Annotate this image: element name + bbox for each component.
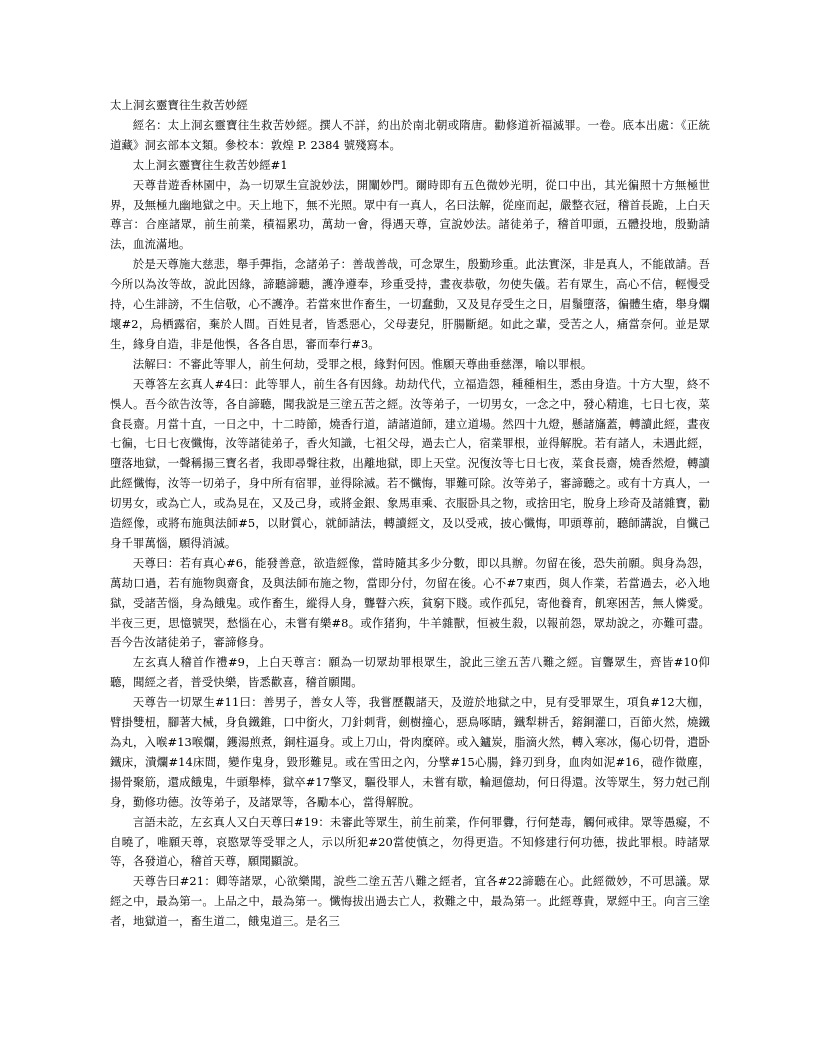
document-body <box>110 96 710 932</box>
body-paragraph: 天尊告曰#21：卿等諸眾，心欲樂聞，說些二塗五苦八難之經者，宜各#22諦聽在心。此經微妙，不可思議。眾經之中，最為第一。上品之中，最為第一。懺悔拔出過去亡人，救難之中，最為第一。此經尊貴，眾經中王。向言三塗者，地獄道一，畜生道二，餓鬼道三。是名三 <box>110 874 710 929</box>
body-paragraph: 言語未訖，左玄真人又白天尊曰#19：未審此等眾生，前生前業，作何罪釁，行何楚毒，觸何戒律。眾等愚癡，不自曉了，唯願天尊，哀愍眾等受罪之人，示以所犯#20當使慎之，勿得更造。不知修建行何功德，拔此罪根。時諸眾等，各發道心，稽首天尊，願聞顯說。 <box>110 814 710 869</box>
body-paragraph: 天尊昔遊香林園中，為一切眾生宣說妙法，開闡妙門。爾時即有五色微妙光明，從口中出，其光徧照十方無極世界，及無極九幽地獄之中。天上地下，無不光照。眾中有一真人，名曰法解，從座而起，嚴整衣冠，稽首長跪，上白天尊言：合座諸眾，前生前業，積福累功，萬劫一會，得遇天尊，宣說妙法。諸徒弟子，稽首叩頭，五體投地，殷勤請法，血流滿地。 <box>110 177 710 252</box>
section-heading: 太上洞玄靈寶往生救苦妙經#1 <box>132 157 288 172</box>
body-paragraph: 於是天尊施大慈悲，舉手彈指，念諸弟子：善哉善哉，可念眾生，殷勤珍重。此法實深，非是真人，不能啟請。吾今所以為汝等故，說此因緣，諦聽諦聽，護净遵奉，珍重受持，晝夜恭敬，勿使失儀。若有眾生，高心不信，輕慢受持，心生誹謗，不生信敬，心不護净。若當來世作畜生，一切蠢動，又及見存受生之日，眉鬚墮落，徧體生瘡，舉身爛壞#2，烏栖露宿，棄於人間。百姓見者，皆悉惡心，父母妻兒，肝腸斷絕。如此之輩，受苦之人，痛當奈何。並是眾生，緣身自造，非是他悞，各各自思，審而奉行#3。 <box>110 257 710 351</box>
body-paragraph: 天尊答左玄真人#4曰：此等罪人，前生各有因緣。劫劫代代，立福造怨，種種相生，悉由身造。十方大聖，終不悞人。吾今欲告汝等，各自諦聽，聞我說是三塗五苦之經。汝等弟子，一切男女，一念之中，發心精進，七日七夜，菜食長齋。月當十直，一日之中，十二時節，燒香行道，請諸道師，建立道場。然四十九燈，懸諸旛蓋，轉讀此經，晝夜七徧，七日七夜懺悔，汝等諸徒弟子，香火知識，七祖父母，過去亡人，宿業罪根，並得解脫。若有諸人，未遇此經，墮落地獄，一聲稱揚三寶名者，我即尋聲往救，出離地獄，即上天堂。況復汝等七日七夜，菜食長齋，燒香然燈，轉讀此經懺悔，汝等一切弟子，身中所有宿罪，並得除滅。若不懺悔，罪難可除。汝等弟子，審諦聽之。或有十方真人，一切男女，或為亡人，或為見在，又及己身，或將金銀、象馬車乘、衣服卧具之物，或捨田宅，脫身上珍奇及諸雜寶，勸造經像，或將布施與法師#5，以財質心，就師請法，轉讀經文，及以受戒，披心懺悔，叩頭尊前，聽師講說，自懺己身千罪萬惱，願得消滅。 <box>110 376 710 550</box>
body-paragraph: 天尊告一切眾生#11曰：善男子，善女人等，我嘗歷觀諸天，及遊於地獄之中，見有受罪眾生，項負#12大枷，臂掛雙杻，腳著大械，身負鐵錐，口中銜火，刀針刺背，劍樹撞心，惡鳥啄睛，鐵犁耕舌，鎔銅灌口，百節火然，燒鐵為丸，入喉#13喉爛，鑊湯煎煮，銅柱逼身。或上刀山，骨肉糜碎。或入鑪炭，脂滴火然，轉入寒冰，傷心切骨，遣卧鐵床，潰爛#14床間，變作鬼身，毀形難見。或在雪田之內，分擘#15心腸，鋒刃到身，血肉如泥#16，磑作微塵，揚骨聚筋，還成餓鬼，牛頭舉棒，獄卒#17擎叉，驅役罪人，未嘗有歇，輪迴億劫，何日得還。汝等眾生，努力尅己削身，勤修功德。汝等弟子，及諸眾等，各勵本心，當得解脫。 <box>110 695 710 809</box>
body-paragraph: 左玄真人稽首作禮#9，上白天尊言：願為一切眾劫罪根眾生，說此三塗五苦八難之經。盲聾眾生，齊皆#10仰聽，聞經之者，普受快樂，皆悉歡喜，稽首願聞。 <box>110 655 710 690</box>
body-paragraph: 天尊曰：若有真心#6，能發善意，欲造經像，當時隨其多少分數，即以具辦。勿留在後，恐失前願。與身為怨，萬劫口過，若有施物與齋食，及與法師布施之物，當即分付，勿留在後。心不#7東西，與人作業，若當過去，必入地獄，受諸苦惱，身為餓鬼。或作畜生，縱得人身，聾瞽六疾，貧窮下賤。或作孤兒，寄他養育，飢寒困苦，無人憐愛。半夜三更，思憶號哭，愁惱在心，未嘗有樂#8。或作猪狗，牛羊雜獸，恒被生殺，以報前怨，眾劫說之，亦難可盡。吾今告汝諸徒弟子，審諦修身。 <box>110 555 710 650</box>
page-title: 太上洞玄靈寶往生救苦妙經 <box>110 98 248 112</box>
colophon-paragraph: 經名：太上洞玄靈寶往生救苦妙經。撰人不詳，約出於南北朝或隋唐。勸修道祈福滅罪。一卷。底本出處：《正統道藏》洞玄部本文類。參校本：敦煌 P. 2384 號殘寫本。 <box>110 117 710 152</box>
body-paragraph: 法解曰：不審此等罪人，前生何劫，受罪之根，緣對何因。惟願天尊曲垂慈澤，喻以罪根。 <box>132 356 593 371</box>
